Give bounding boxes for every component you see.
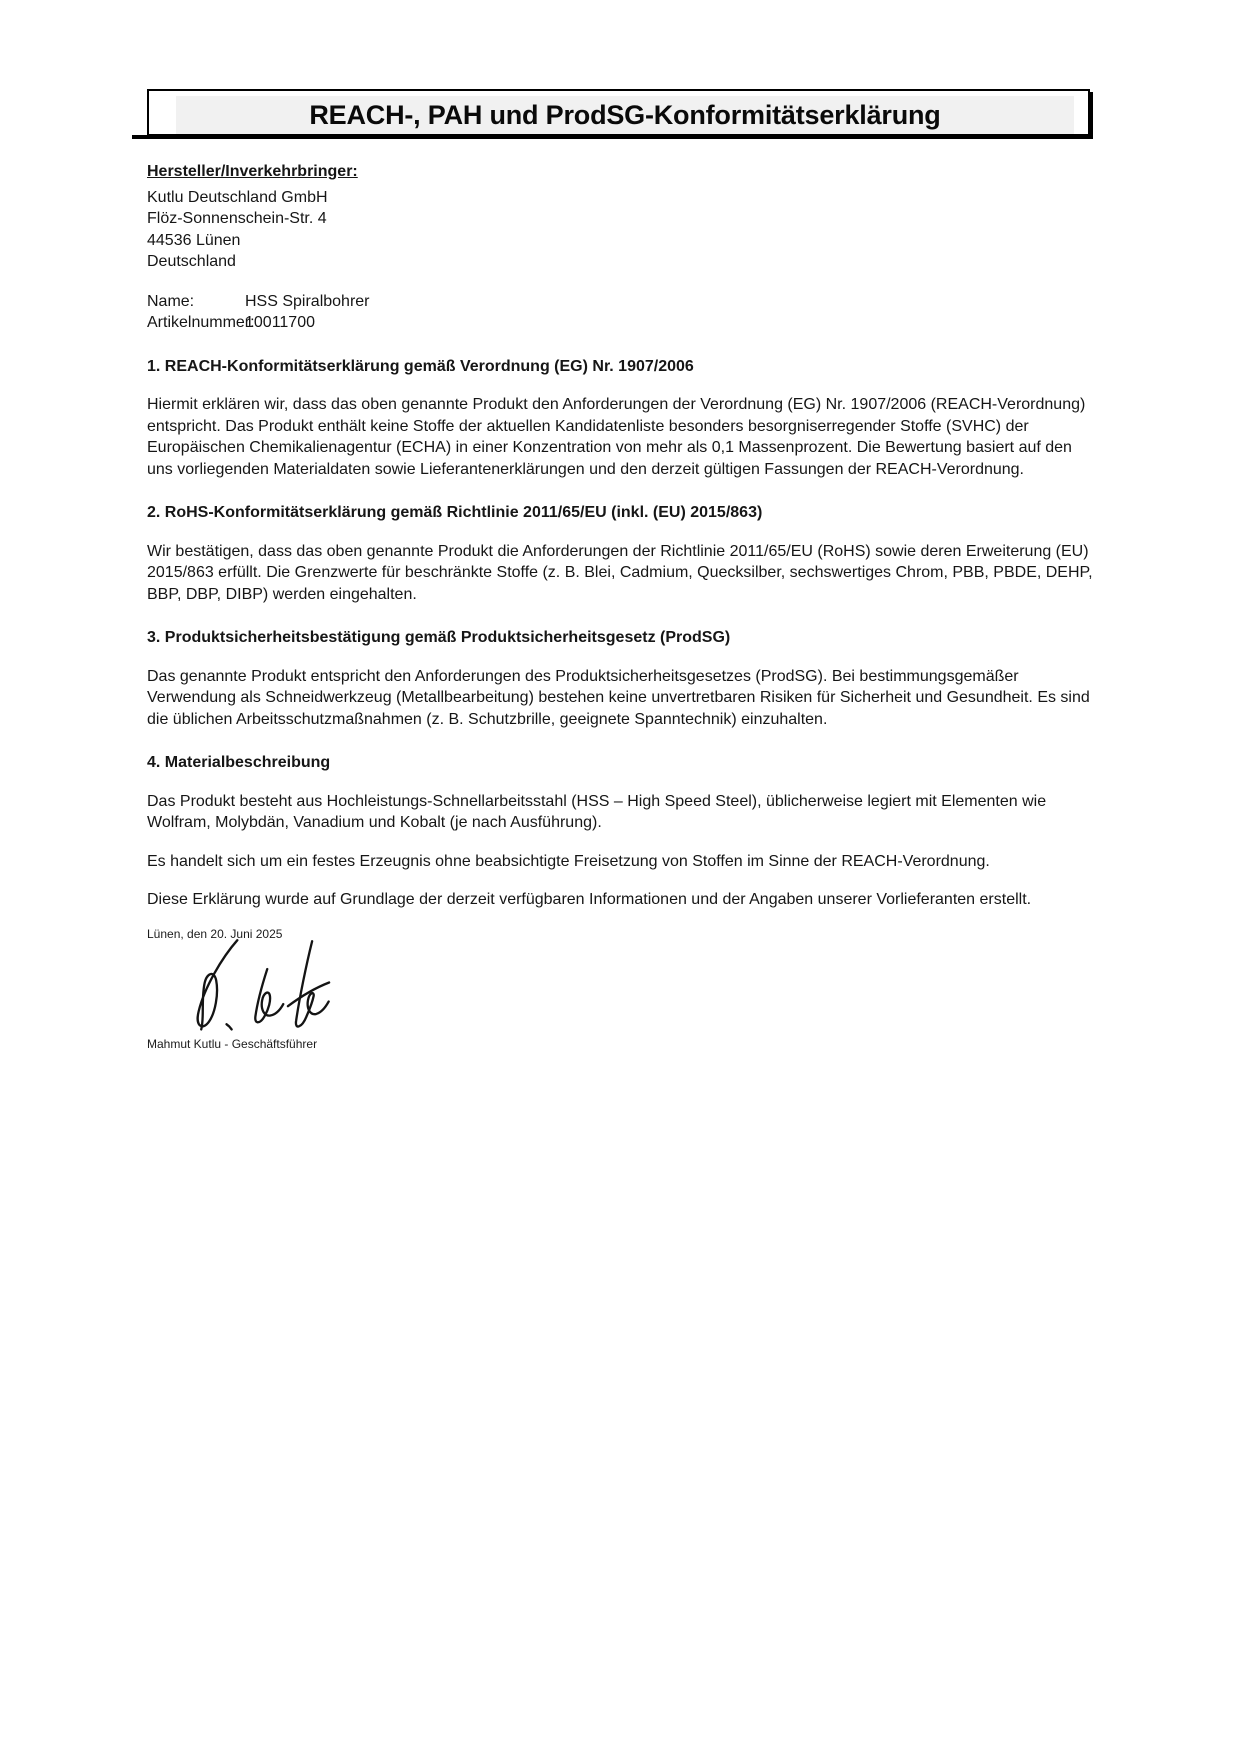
closing-statement: Diese Erklärung wurde auf Grundlage der derzeit verfügbaren Informationen und der Angaben unserer Vorlieferanten erstellt. <box>147 891 1032 908</box>
article-number-value: 10011700 <box>245 314 315 331</box>
title-band <box>176 96 1074 134</box>
title-box <box>147 89 1090 136</box>
section-prodsg-paragraph: Das genannte Produkt entspricht den Anforderungen des Produktsicherheitsgesetzes (ProdSG). Bei bestimmungsgemäßer Verwendung als Schneidwerkzeug (Metallbearbeitung) bestehen keine unvertretbaren Risiken für Sicherheit und Gesundheit. Es sind die üblichen Arbeitsschutzmaßnahmen (z. B. Schutzbrille, geeignete Spanntechnik) einzuhalten. <box>147 667 1090 728</box>
section-material-paragraph-1: Das Produkt besteht aus Hochleistungs-Schnellarbeitsstahl (HSS – High Speed Steel), üblicherweise legiert mit Elementen wie Wolfram, Molybdän, Vanadium und Kobalt (je nach Ausführung). <box>147 792 1047 831</box>
manufacturer-street: Flöz-Sonnenschein-Str. 4 <box>147 210 327 227</box>
page-title: REACH-, PAH und ProdSG-Konformitätserklärung <box>309 99 941 130</box>
section-prodsg <box>147 627 1093 730</box>
section-prodsg-heading: 3. Produktsicherheitsbestätigung gemäß Produktsicherheitsgesetz (ProdSG) <box>147 629 731 646</box>
section-reach <box>147 356 1093 481</box>
section-rohs-heading: 2. RoHS-Konformitätserklärung gemäß Richtlinie 2011/65/EU (inkl. (EU) 2015/863) <box>147 504 763 521</box>
section-rohs-paragraph: Wir bestätigen, dass das oben genannte Produkt die Anforderungen der Richtlinie 2011/65/EU (RoHS) sowie deren Erweiterung (EU) 2015/863 erfüllt. Die Grenzwerte für beschränkte Stoffe (z. B. Blei, Cadmium, Quecksilber, sechswertiges Chrom, PBB, PBDE, DEHP, BBP, DBP, DIBP) werden eingehalten. <box>147 542 1093 603</box>
manufacturer-name: Kutlu Deutschland GmbH <box>147 188 328 206</box>
product-info <box>147 291 1093 334</box>
signature-block <box>147 926 1093 1052</box>
section-material-paragraph-2: Es handelt sich um ein festes Erzeugnis ohne beabsichtigte Freisetzung von Stoffen im Sinne der REACH-Verordnung. <box>147 852 990 870</box>
product-name-value: HSS Spiralbohrer <box>245 292 370 310</box>
product-name-label: Name: <box>147 292 195 310</box>
article-number-row <box>147 312 1093 334</box>
section-reach-heading: 1. REACH-Konformitätserklärung gemäß Verordnung (EG) Nr. 1907/2006 <box>147 357 694 375</box>
manufacturer-country: Deutschland <box>147 253 236 270</box>
section-material <box>147 752 1093 911</box>
manufacturer-city: 44536 Lünen <box>147 231 241 249</box>
article-number-label: Artikelnummer: <box>147 314 255 331</box>
handwritten-signature-icon <box>161 934 357 1032</box>
product-name-row <box>147 291 1093 313</box>
manufacturer-heading: Hersteller/Inverkehrbringer: <box>147 163 358 180</box>
section-reach-paragraph: Hiermit erklären wir, dass das oben genannte Produkt den Anforderungen der Verordnung (EG) Nr. 1907/2006 (REACH-Verordnung) entspricht. Das Produkt enthält keine Stoffe der aktuellen Kandidatenliste besonders besorgniserregender Stoffe (SVHC) der Europäischen Chemikalienagentur (ECHA) in einer Konzentration von mehr als 0,1 Massenprozent. Die Bewertung basiert auf den uns vorliegenden Materialdaten sowie Lieferantenerklärungen und den derzeit gültigen Fassungen der REACH-Verordnung. <box>147 396 1086 478</box>
section-rohs <box>147 502 1093 605</box>
signer-name: Mahmut Kutlu - Geschäftsführer <box>147 1036 318 1051</box>
section-material-heading: 4. Materialbeschreibung <box>147 754 331 771</box>
document-content <box>147 0 1093 1052</box>
place-date: Lünen, den 20. Juni 2025 <box>147 926 283 941</box>
